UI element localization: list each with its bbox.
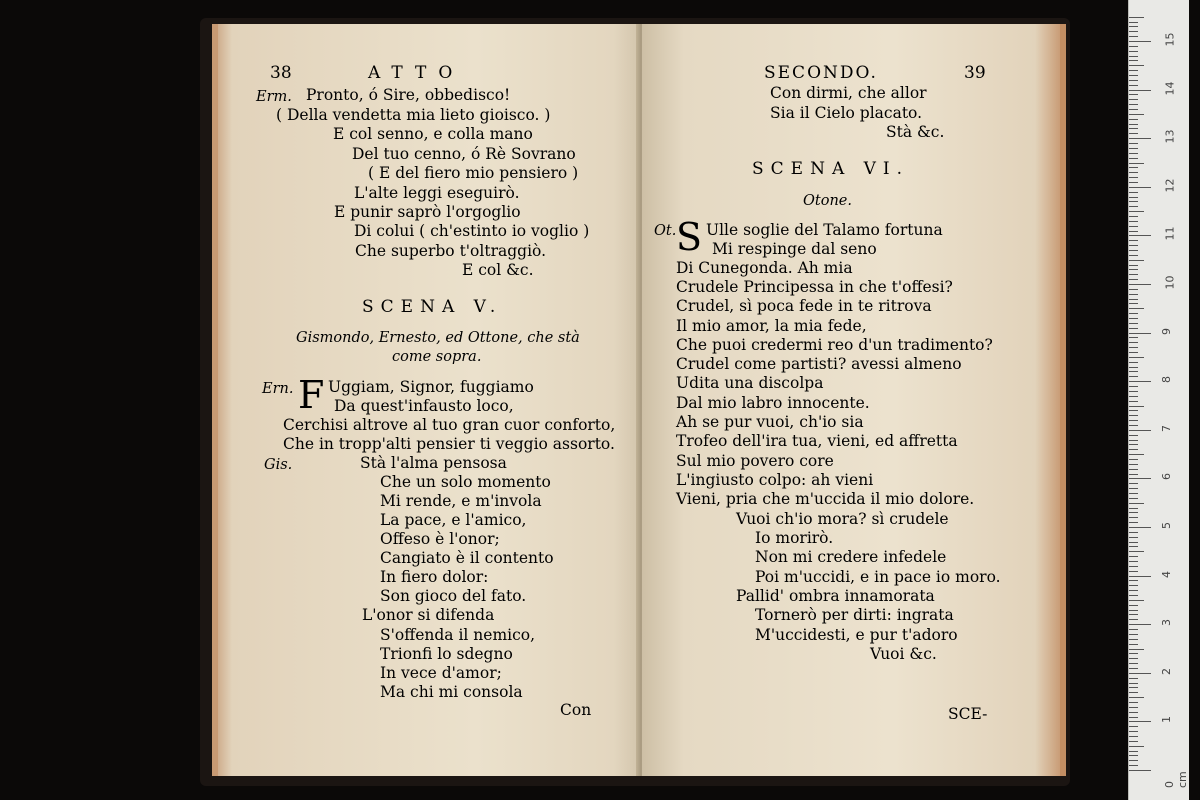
ruler-tick (1129, 425, 1138, 426)
verse-line: Crudel, sì poca fede in te ritrova (676, 297, 932, 315)
verse-line: Di Cunegonda. Ah mia (676, 259, 853, 277)
ruler-tick (1129, 148, 1138, 149)
ruler-tick (1129, 765, 1138, 766)
ruler-tick (1129, 478, 1151, 479)
ruler-tick (1129, 80, 1138, 81)
ruler-tick (1129, 585, 1138, 586)
verse-line: S'offenda il nemico, (380, 626, 536, 644)
ruler-tick (1129, 187, 1151, 188)
verse-line: Con dirmi, che allor (770, 84, 927, 102)
ruler-tick (1129, 712, 1138, 713)
ruler-tick (1129, 459, 1138, 460)
ruler-tick (1129, 216, 1138, 217)
ruler-tick (1129, 653, 1138, 654)
verse-line: E col senno, e colla mano (333, 125, 533, 143)
verse-line: Di colui ( ch'estinto io voglio ) (354, 222, 590, 240)
ruler-label: 3 (1160, 619, 1173, 627)
verse-line: L'alte leggi eseguirò. (354, 184, 520, 202)
ruler-tick (1129, 41, 1151, 42)
ruler-tick (1129, 75, 1138, 76)
ruler-tick (1129, 342, 1138, 343)
ruler-tick (1129, 94, 1138, 95)
ruler-tick (1129, 770, 1151, 771)
verse-line: Vieni, pria che m'uccida il mio dolore. (676, 490, 975, 508)
verse-line: ( E del fiero mio pensiero ) (368, 164, 579, 182)
ruler-label: 10 (1163, 275, 1177, 290)
ruler-tick (1129, 303, 1138, 304)
ruler-label: 15 (1163, 32, 1177, 47)
scene-title-v: SCENA V. (362, 297, 503, 317)
ruler-tick (1129, 85, 1138, 86)
verse-line: Sia il Cielo placato. (770, 104, 923, 122)
ruler-tick (1129, 163, 1144, 164)
ruler-tick (1129, 279, 1138, 280)
ruler-tick (1129, 644, 1138, 645)
ruler-tick (1129, 687, 1138, 688)
verse-line: Son gioco del fato. (380, 587, 527, 605)
ruler-tick (1129, 250, 1138, 251)
verse-line: Che un solo momento (380, 473, 551, 491)
verse-line: Del tuo cenno, ó Rè Sovrano (352, 145, 576, 163)
ruler-tick (1129, 483, 1138, 484)
ruler-tick (1129, 488, 1138, 489)
verse-line: Mi respinge dal seno (712, 240, 877, 258)
verse-line: L'ingiusto colpo: ah vieni (676, 471, 874, 489)
speaker-ern: Ern. (262, 381, 294, 397)
verse-line: Udita una discolpa (676, 374, 824, 392)
ruler-tick (1129, 639, 1138, 640)
ruler-tick (1129, 109, 1138, 110)
ruler-tick (1129, 503, 1144, 504)
verse-line: Non mi credere infedele (755, 548, 947, 566)
ruler-tick (1129, 289, 1138, 290)
ruler-tick (1129, 260, 1144, 261)
ruler-tick (1129, 736, 1138, 737)
verse-line: Uggiam, Signor, fuggiamo (328, 378, 534, 396)
ruler-tick (1129, 128, 1138, 129)
verse-line: Che in tropp'alti pensier ti veggio assorto. (283, 435, 615, 453)
ruler-tick (1129, 226, 1138, 227)
ruler-tick (1129, 333, 1151, 334)
verse-line: Ulle soglie del Talamo fortuna (706, 221, 943, 239)
ruler-tick (1129, 498, 1138, 499)
ruler-tick (1129, 401, 1138, 402)
verse-line: Pallid' ombra innamorata (736, 587, 935, 605)
verse-line: Vuoi ch'io mora? sì crudele (736, 510, 949, 528)
verse-line: Cangiato è il contento (380, 549, 554, 567)
ruler-tick (1129, 663, 1138, 664)
scene-title-vi: SCENA VI. (752, 159, 910, 179)
ruler-tick (1129, 668, 1138, 669)
ruler-tick (1129, 371, 1138, 372)
speaker-ot: Ot. (654, 223, 677, 239)
catchword: SCE- (948, 705, 988, 723)
ruler-tick (1129, 235, 1151, 236)
ruler-tick (1129, 678, 1138, 679)
ruler-tick (1129, 376, 1138, 377)
ruler-tick (1129, 444, 1138, 445)
verse-line: ( Della vendetta mia lieto gioisco. ) (276, 106, 551, 124)
ruler-tick (1129, 352, 1138, 353)
ruler-label: 4 (1160, 570, 1173, 578)
ruler-tick (1129, 435, 1138, 436)
scene-characters: come sopra. (392, 349, 482, 365)
ruler-tick (1129, 201, 1138, 202)
ruler-tick (1129, 362, 1138, 363)
ruler-tick (1129, 546, 1138, 547)
ruler-tick (1129, 114, 1144, 115)
ruler-tick (1129, 658, 1138, 659)
ruler-tick (1129, 299, 1138, 300)
verse-line: Io morirò. (755, 529, 834, 547)
measurement-ruler (1128, 0, 1189, 800)
ruler-tick (1129, 590, 1138, 591)
ruler-tick (1129, 600, 1144, 601)
ruler-tick (1129, 172, 1138, 173)
ruler-tick (1129, 65, 1144, 66)
ruler-tick (1129, 22, 1138, 23)
ruler-tick (1129, 158, 1138, 159)
verse-line: E col &c. (462, 261, 534, 279)
ruler-tick (1129, 469, 1138, 470)
ruler-tick (1129, 60, 1138, 61)
ruler-tick (1129, 527, 1151, 528)
ruler-tick (1129, 124, 1138, 125)
ruler-tick (1129, 595, 1138, 596)
verse-line: Cerchisi altrove al tuo gran cuor conforto, (283, 416, 616, 434)
verse-line: Sul mio povero core (676, 452, 834, 470)
ruler-tick (1129, 211, 1144, 212)
ruler-tick (1129, 610, 1138, 611)
ruler-tick (1129, 56, 1138, 57)
drop-capital: S (676, 215, 703, 259)
ruler-tick (1129, 36, 1138, 37)
ruler-tick (1129, 731, 1138, 732)
ruler-label: 1 (1160, 716, 1173, 724)
ruler-label: 11 (1163, 226, 1177, 241)
ruler-tick (1129, 269, 1138, 270)
ruler-label: 14 (1163, 81, 1177, 96)
ruler-tick (1129, 143, 1138, 144)
verse-line: Vuoi &c. (870, 645, 937, 663)
ruler-tick (1129, 415, 1138, 416)
ruler-tick (1129, 51, 1138, 52)
verse-line: Pronto, ó Sire, obbedisco! (306, 86, 511, 104)
ruler-tick (1129, 396, 1138, 397)
ruler-tick (1129, 532, 1138, 533)
ruler-tick (1129, 561, 1138, 562)
ruler-label: 2 (1160, 667, 1173, 675)
ruler-tick (1129, 347, 1138, 348)
ruler-tick (1129, 240, 1138, 241)
ruler-label: 6 (1160, 473, 1173, 481)
ruler-tick (1129, 493, 1138, 494)
ruler-tick (1129, 702, 1138, 703)
ruler-label: 0 cm (1163, 771, 1189, 788)
speaker-erm: Erm. (256, 89, 292, 105)
ruler-tick (1129, 318, 1138, 319)
ruler-tick (1129, 649, 1144, 650)
verse-line: Il mio amor, la mia fede, (676, 317, 867, 335)
verse-line: Stà &c. (886, 123, 945, 141)
ruler-tick (1129, 692, 1138, 693)
ruler-tick (1129, 721, 1151, 722)
ruler-tick (1129, 760, 1138, 761)
ruler-tick (1129, 328, 1138, 329)
ruler-tick (1129, 580, 1138, 581)
ruler-tick (1129, 619, 1138, 620)
ruler-tick (1129, 192, 1138, 193)
ruler-tick (1129, 542, 1138, 543)
catchword: Con (560, 701, 592, 719)
ruler-tick (1129, 90, 1151, 91)
ruler-tick (1129, 386, 1138, 387)
ruler-tick (1129, 221, 1138, 222)
verse-line: Tornerò per dirti: ingrata (755, 606, 954, 624)
ruler-tick (1129, 454, 1144, 455)
ruler-tick (1129, 440, 1138, 441)
verse-line: Poi m'uccidi, e in pace io moro. (755, 568, 1001, 586)
ruler-tick (1129, 566, 1138, 567)
ruler-tick (1129, 726, 1138, 727)
ruler-tick (1129, 741, 1138, 742)
ruler-tick (1129, 537, 1138, 538)
ruler-tick (1129, 410, 1138, 411)
ruler-tick (1129, 206, 1138, 207)
ruler-tick (1129, 381, 1151, 382)
ruler-tick (1129, 46, 1138, 47)
ruler-tick (1129, 522, 1138, 523)
drop-capital: F (298, 373, 325, 417)
ruler-tick (1129, 255, 1138, 256)
right-running-head: SECONDO. (764, 63, 878, 83)
ruler-tick (1129, 357, 1144, 358)
ruler-tick (1129, 323, 1138, 324)
verse-line: E punir saprò l'orgoglio (334, 203, 521, 221)
left-page-number: 38 (270, 63, 292, 83)
ruler-tick (1129, 308, 1144, 309)
ruler-tick (1129, 197, 1138, 198)
ruler-tick (1129, 556, 1138, 557)
speaker-gis: Gis. (264, 457, 293, 473)
ruler-tick (1129, 571, 1138, 572)
ruler-tick (1129, 717, 1138, 718)
ruler-tick (1129, 26, 1138, 27)
ruler-tick (1129, 313, 1138, 314)
ruler-tick (1129, 274, 1138, 275)
verse-line: Che puoi credermi reo d'un tradimento? (676, 336, 993, 354)
verse-line: Crudel come partisti? avessi almeno (676, 355, 962, 373)
ruler-tick (1129, 284, 1151, 285)
ruler-tick (1129, 624, 1151, 625)
ruler-tick (1129, 673, 1151, 674)
verse-line: Stà l'alma pensosa (360, 454, 507, 472)
scene-characters: Gismondo, Ernesto, ed Ottone, che stà (296, 330, 580, 346)
verse-line: In vece d'amor; (380, 664, 502, 682)
verse-line: Trofeo dell'ira tua, vieni, ed affretta (676, 432, 958, 450)
verse-line: Crudele Principessa in che t'offesi? (676, 278, 953, 296)
ruler-tick (1129, 751, 1138, 752)
ruler-tick (1129, 512, 1138, 513)
ruler-label: 12 (1163, 178, 1177, 193)
ruler-tick (1129, 420, 1138, 421)
ruler-tick (1129, 576, 1151, 577)
ruler-tick (1129, 177, 1138, 178)
ruler-tick (1129, 119, 1138, 120)
scene-characters: Otone. (803, 193, 852, 209)
ruler-label: 9 (1160, 327, 1173, 335)
ruler-label: 13 (1163, 129, 1177, 144)
ruler-label: 8 (1160, 376, 1173, 384)
verse-line: M'uccidesti, e pur t'adoro (755, 626, 958, 644)
ruler-tick (1129, 133, 1138, 134)
ruler-tick (1129, 614, 1138, 615)
right-page-number: 39 (964, 63, 986, 83)
verse-line: Da quest'infausto loco, (334, 397, 514, 415)
verse-line: Ma chi mi consola (380, 683, 523, 701)
ruler-tick (1129, 605, 1138, 606)
verse-line: L'onor si difenda (362, 606, 495, 624)
ruler-tick (1129, 551, 1144, 552)
ruler-tick (1129, 167, 1138, 168)
ruler-tick (1129, 683, 1138, 684)
left-running-head: ATTO (368, 63, 465, 83)
verse-line: In fiero dolor: (380, 568, 489, 586)
ruler-tick (1129, 31, 1138, 32)
ruler-tick (1129, 474, 1138, 475)
ruler-tick (1129, 153, 1138, 154)
ruler-tick (1129, 406, 1144, 407)
ruler-tick (1129, 70, 1138, 71)
verse-line: Ah se pur vuoi, ch'io sia (676, 413, 864, 431)
ruler-tick (1129, 391, 1138, 392)
verse-line: La pace, e l'amico, (380, 511, 527, 529)
ruler-tick (1129, 17, 1144, 18)
ruler-tick (1129, 707, 1138, 708)
ruler-tick (1129, 517, 1138, 518)
ruler-tick (1129, 464, 1138, 465)
verse-line: Dal mio labro innocente. (676, 394, 870, 412)
ruler-tick (1129, 231, 1138, 232)
ruler-tick (1129, 138, 1151, 139)
ruler-label: 5 (1160, 522, 1173, 529)
ruler-tick (1129, 629, 1138, 630)
ruler-tick (1129, 697, 1144, 698)
ruler-tick (1129, 449, 1138, 450)
verse-line: Offeso è l'onor; (380, 530, 500, 548)
verse-line: Trionfi lo sdegno (380, 645, 513, 663)
ruler-tick (1129, 99, 1138, 100)
ruler-tick (1129, 182, 1138, 183)
ruler-tick (1129, 367, 1138, 368)
ruler-tick (1129, 746, 1144, 747)
ruler-tick (1129, 104, 1138, 105)
ruler-tick (1129, 508, 1138, 509)
ruler-tick (1129, 430, 1151, 431)
verse-line: Che superbo t'oltraggiò. (355, 242, 547, 260)
ruler-tick (1129, 634, 1138, 635)
ruler-tick (1129, 245, 1138, 246)
ruler-tick (1129, 294, 1138, 295)
ruler-tick (1129, 337, 1138, 338)
ruler-label: 7 (1160, 424, 1173, 432)
verse-line: Mi rende, e m'invola (380, 492, 542, 510)
ruler-tick (1129, 265, 1138, 266)
ruler-tick (1129, 755, 1138, 756)
